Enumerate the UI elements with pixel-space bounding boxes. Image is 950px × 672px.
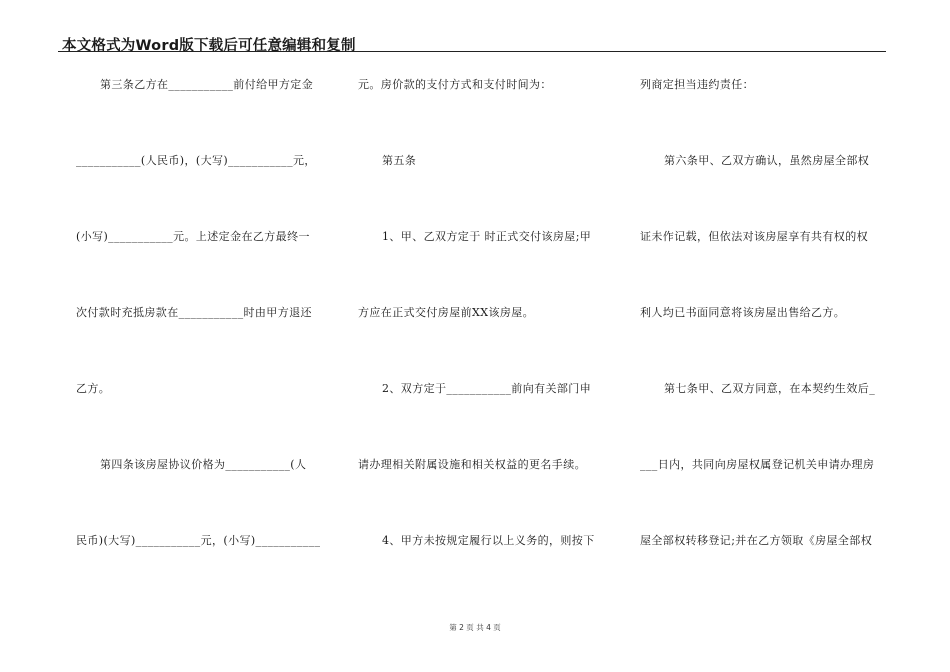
text-column-3 — [640, 78, 886, 610]
text-line: ___________(人民币)，(大写)___________元， — [76, 154, 316, 167]
text-line: 元。房价款的支付方式和支付时间为： — [358, 78, 552, 91]
text-line: 民币)(大写)___________元，(小写)___________ — [76, 534, 321, 547]
text-column-2 — [358, 78, 604, 610]
text-line: 利人均已书面同意将该房屋出售给乙方。 — [640, 306, 846, 319]
text-line: 第七条甲、乙双方同意，在本契约生效后_ — [664, 382, 876, 395]
text-line: 方应在正式交付房屋前XX该房屋。 — [358, 306, 535, 319]
text-line: 4、甲方未按规定履行以上义务的，则按下 — [382, 534, 595, 547]
text-line: ___日内，共同向房屋权属登记机关申请办理房 — [640, 458, 875, 471]
document-header-title: 本文格式为Word版下载后可任意编辑和复制 — [62, 38, 356, 54]
text-line: 第六条甲、乙双方确认，虽然房屋全部权 — [664, 154, 870, 167]
text-line: (小写)___________元。上述定金在乙方最终一 — [76, 230, 310, 243]
text-line: 请办理相关附属设施和相关权益的更名手续。 — [358, 458, 586, 471]
text-line: 乙方。 — [76, 382, 111, 395]
text-line: 1、甲、乙双方定于 时正式交付该房屋;甲 — [382, 230, 592, 243]
text-column-1 — [76, 78, 322, 610]
text-line: 证未作记载，但依法对该房屋享有共有权的权 — [640, 230, 868, 243]
text-line: 列商定担当违约责任： — [640, 78, 754, 91]
text-line: 屋全部权转移登记;并在乙方领取《房屋全部权 — [640, 534, 873, 547]
text-line: 2、双方定于___________前向有关部门申 — [382, 382, 592, 395]
text-line: 第三条乙方在___________前付给甲方定金 — [100, 78, 314, 91]
page-number: 第 2 页 共 4 页 — [449, 623, 501, 632]
text-line: 次付款时充抵房款在___________时由甲方退还 — [76, 306, 312, 319]
text-line: 第四条该房屋协议价格为___________(人 — [100, 458, 307, 471]
text-line: 第五条 — [382, 154, 417, 167]
header-divider — [58, 51, 886, 52]
